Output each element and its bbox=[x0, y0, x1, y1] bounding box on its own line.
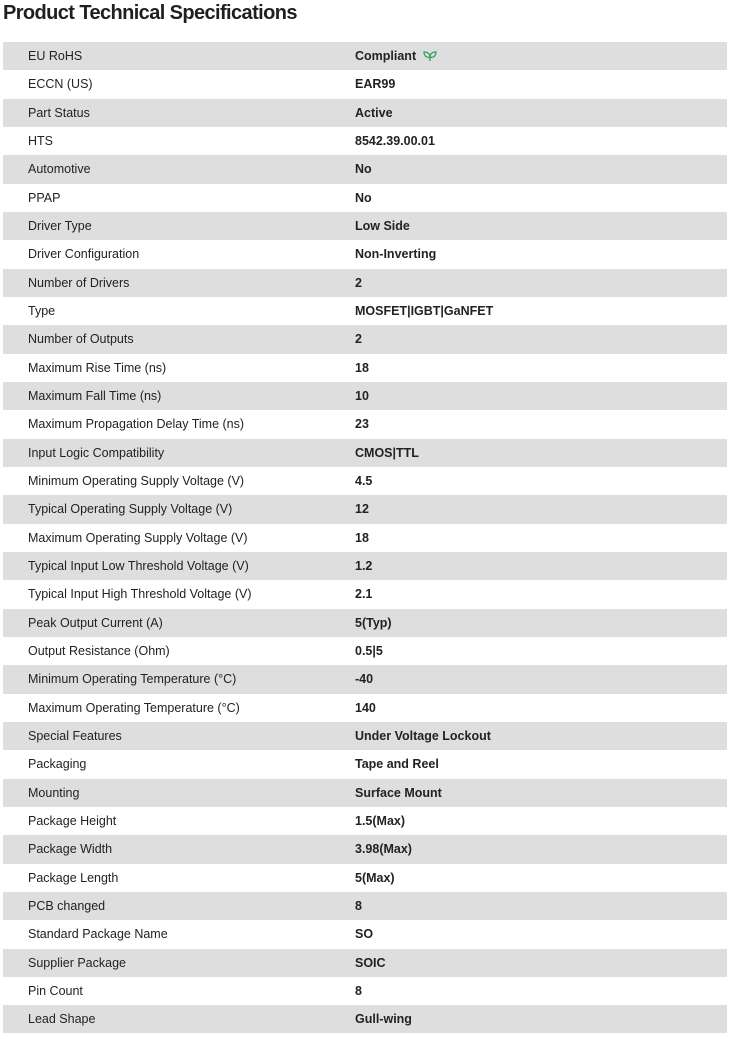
spec-row bbox=[3, 779, 727, 807]
spec-value-cell bbox=[355, 417, 369, 431]
spec-row bbox=[3, 1005, 727, 1033]
spec-value: 8542.39.00.01 bbox=[355, 134, 435, 149]
spec-value-cell bbox=[355, 899, 362, 913]
spec-value-cell bbox=[355, 134, 435, 148]
spec-value: 12 bbox=[355, 502, 369, 517]
spec-value: 1.5(Max) bbox=[355, 814, 406, 829]
spec-value-cell bbox=[355, 1012, 412, 1026]
spec-value-cell bbox=[355, 474, 372, 488]
spec-label: PPAP bbox=[28, 190, 61, 205]
spec-value: Compliant bbox=[355, 49, 417, 64]
spec-row bbox=[3, 410, 727, 438]
spec-value: 8 bbox=[355, 983, 362, 998]
spec-row bbox=[3, 42, 727, 70]
spec-label: Type bbox=[28, 304, 56, 319]
spec-row bbox=[3, 212, 727, 240]
spec-row bbox=[3, 155, 727, 183]
spec-label: Maximum Rise Time (ns) bbox=[28, 360, 167, 375]
spec-value-cell bbox=[355, 332, 362, 346]
spec-value: Tape and Reel bbox=[355, 757, 439, 772]
spec-label: PCB changed bbox=[28, 899, 106, 913]
spec-label: Standard Package Name bbox=[28, 927, 168, 942]
spec-value-cell bbox=[355, 984, 362, 998]
spec-label: Mounting bbox=[28, 785, 80, 800]
spec-value: Gull-wing bbox=[355, 1012, 412, 1027]
spec-label: Output Resistance (Ohm) bbox=[28, 644, 170, 659]
spec-label: Number of Outputs bbox=[28, 332, 134, 347]
spec-value: -40 bbox=[355, 672, 374, 687]
spec-value-cell bbox=[355, 729, 491, 743]
spec-value-cell bbox=[355, 77, 395, 91]
spec-value-cell bbox=[355, 304, 493, 318]
spec-label: Package Width bbox=[28, 842, 113, 857]
spec-row bbox=[3, 920, 727, 948]
spec-value: 3.98(Max) bbox=[355, 842, 412, 857]
spec-row bbox=[3, 835, 727, 863]
spec-value: 18 bbox=[355, 530, 369, 545]
spec-value: 1.2 bbox=[355, 559, 373, 574]
spec-value: 2.1 bbox=[355, 587, 373, 602]
spec-label: Maximum Propagation Delay Time (ns) bbox=[28, 417, 245, 432]
spec-value: 0.5|5 bbox=[355, 644, 383, 659]
spec-value-cell bbox=[355, 616, 392, 630]
spec-value-cell bbox=[355, 842, 412, 856]
spec-label: Peak Output Current (A) bbox=[28, 615, 163, 630]
spec-label: Driver Configuration bbox=[28, 247, 140, 262]
spec-row bbox=[3, 637, 727, 665]
spec-label: Part Status bbox=[28, 105, 90, 120]
spec-value-cell bbox=[355, 757, 439, 771]
spec-value: 2 bbox=[355, 275, 362, 290]
spec-value: 5(Max) bbox=[355, 870, 395, 885]
spec-value-cell bbox=[355, 956, 386, 970]
spec-label: Special Features bbox=[28, 729, 122, 744]
spec-row bbox=[3, 439, 727, 467]
spec-label: Packaging bbox=[28, 757, 87, 772]
spec-value-cell bbox=[355, 672, 373, 686]
spec-label: Package Height bbox=[28, 814, 117, 829]
spec-value: Under Voltage Lockout bbox=[355, 729, 491, 744]
spec-value: Low Side bbox=[355, 219, 410, 234]
spec-label: Driver Type bbox=[28, 219, 92, 234]
spec-value: 2 bbox=[355, 332, 362, 347]
spec-value: No bbox=[355, 190, 372, 205]
spec-value-cell bbox=[355, 191, 372, 205]
spec-label: Typical Operating Supply Voltage (V) bbox=[28, 502, 233, 517]
spec-value-cell bbox=[355, 701, 376, 715]
spec-row bbox=[3, 495, 727, 523]
spec-label: Package Length bbox=[28, 870, 119, 885]
spec-label: Automotive bbox=[28, 162, 91, 177]
spec-row bbox=[3, 949, 727, 977]
spec-value-cell bbox=[355, 276, 362, 290]
spec-label: Minimum Operating Supply Voltage (V) bbox=[28, 474, 245, 489]
leaf-icon bbox=[423, 51, 437, 62]
spec-value-cell bbox=[355, 446, 419, 460]
spec-label: ECCN (US) bbox=[28, 77, 93, 92]
spec-value-cell bbox=[355, 814, 405, 828]
spec-label: EU RoHS bbox=[28, 49, 83, 64]
spec-label: Maximum Fall Time (ns) bbox=[28, 389, 162, 404]
spec-value: 23 bbox=[355, 417, 369, 432]
spec-row bbox=[3, 99, 727, 127]
spec-row bbox=[3, 807, 727, 835]
spec-value: CMOS|TTL bbox=[355, 445, 419, 460]
spec-value-cell bbox=[355, 106, 393, 120]
spec-label: Supplier Package bbox=[28, 955, 126, 970]
spec-label: HTS bbox=[28, 134, 53, 149]
spec-value: Non-Inverting bbox=[355, 247, 437, 262]
spec-row bbox=[3, 325, 727, 353]
spec-value-cell bbox=[355, 927, 373, 941]
spec-row bbox=[3, 524, 727, 552]
spec-value: SO bbox=[355, 927, 374, 942]
spec-value: 4.5 bbox=[355, 474, 373, 489]
spec-value: 5(Typ) bbox=[355, 615, 392, 630]
spec-row bbox=[3, 722, 727, 750]
spec-value: 18 bbox=[355, 360, 369, 375]
spec-row bbox=[3, 297, 727, 325]
page-title: Product Technical Specifications bbox=[3, 2, 297, 24]
spec-value-cell bbox=[355, 247, 436, 261]
spec-row bbox=[3, 552, 727, 580]
spec-row bbox=[3, 864, 727, 892]
spec-value-cell bbox=[355, 531, 369, 545]
spec-row bbox=[3, 467, 727, 495]
spec-row bbox=[3, 354, 727, 382]
spec-value-cell bbox=[355, 502, 369, 516]
spec-value-cell bbox=[355, 162, 372, 176]
spec-value-cell bbox=[355, 786, 442, 800]
spec-value: No bbox=[355, 162, 372, 177]
spec-label: Number of Drivers bbox=[28, 275, 130, 290]
spec-row bbox=[3, 240, 727, 268]
spec-row bbox=[3, 665, 727, 693]
spec-row bbox=[3, 609, 727, 637]
spec-value-cell bbox=[355, 219, 410, 233]
spec-row bbox=[3, 70, 727, 98]
spec-value: 8 bbox=[355, 899, 362, 913]
spec-label: Input Logic Compatibility bbox=[28, 445, 165, 460]
spec-value-cell bbox=[355, 49, 437, 63]
spec-value: Surface Mount bbox=[355, 785, 442, 800]
spec-value-cell bbox=[355, 587, 372, 601]
spec-value-cell bbox=[355, 389, 369, 403]
spec-row bbox=[3, 382, 727, 410]
spec-table bbox=[3, 42, 727, 1033]
spec-label: Minimum Operating Temperature (°C) bbox=[28, 672, 237, 687]
spec-label: Maximum Operating Supply Voltage (V) bbox=[28, 530, 248, 545]
spec-row bbox=[3, 269, 727, 297]
spec-row bbox=[3, 694, 727, 722]
spec-label: Lead Shape bbox=[28, 1012, 96, 1027]
spec-value: SOIC bbox=[355, 955, 386, 970]
spec-label: Pin Count bbox=[28, 983, 83, 998]
spec-label: Typical Input High Threshold Voltage (V) bbox=[28, 587, 252, 602]
spec-value: 10 bbox=[355, 389, 369, 404]
spec-row bbox=[3, 977, 727, 1005]
spec-value-cell bbox=[355, 361, 369, 375]
spec-row bbox=[3, 892, 727, 920]
spec-value-cell bbox=[355, 559, 372, 573]
spec-value-cell bbox=[355, 644, 383, 658]
spec-row bbox=[3, 750, 727, 778]
spec-value-cell bbox=[355, 871, 395, 885]
spec-label: Maximum Operating Temperature (°C) bbox=[28, 700, 240, 715]
spec-value: EAR99 bbox=[355, 77, 396, 92]
spec-row bbox=[3, 184, 727, 212]
spec-row bbox=[3, 580, 727, 608]
spec-row bbox=[3, 127, 727, 155]
spec-value: 140 bbox=[355, 700, 376, 715]
spec-value: MOSFET|IGBT|GaNFET bbox=[355, 304, 494, 319]
spec-label: Typical Input Low Threshold Voltage (V) bbox=[28, 559, 249, 574]
spec-value: Active bbox=[355, 105, 393, 120]
